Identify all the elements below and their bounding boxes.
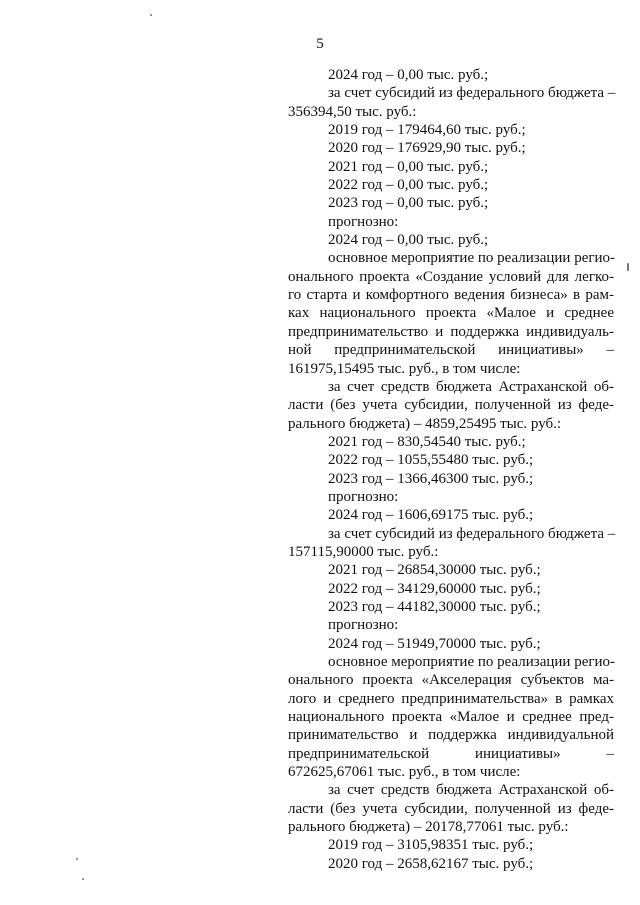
- text-line: за счет субсидий из федерального бюджета –: [328, 85, 616, 102]
- text-line: 157115,90000 тыс. руб.:: [288, 543, 439, 560]
- text-line: за счет средств бюджета Астраханской об-: [328, 782, 614, 799]
- text-line: ной предпринимательской инициативы» –: [288, 342, 614, 359]
- text-line: рального бюджета) – 4859,25495 тыс. руб.:: [288, 415, 562, 432]
- scan-speck: [82, 878, 84, 880]
- text-line: 672625,67061 тыс. руб., в том числе:: [288, 764, 521, 781]
- text-line: 2024 год – 51949,70000 тыс. руб.;: [328, 635, 541, 652]
- text-line: 2023 год – 1366,46300 тыс. руб.;: [328, 470, 534, 487]
- text-line: 356394,50 тыс. руб.:: [288, 103, 417, 120]
- text-line: ласти (без учета субсидии, полученной из феде-: [288, 800, 614, 817]
- text-line: 2021 год – 830,54540 тыс. руб.;: [328, 433, 526, 450]
- text-line: 2024 год – 1606,69175 тыс. руб.;: [328, 507, 534, 524]
- text-line: 2019 год – 179464,60 тыс. руб.;: [328, 122, 526, 139]
- text-line: 2020 год – 2658,62167 тыс. руб.;: [328, 855, 534, 872]
- text-line: 2019 год – 3105,98351 тыс. руб.;: [328, 837, 534, 854]
- text-line: онального проекта «Создание условий для легко-: [288, 268, 614, 285]
- text-line: принимательство и поддержка индивидуальной: [288, 727, 614, 744]
- text-line: предпринимательской инициативы» –: [288, 745, 614, 762]
- text-line: основное мероприятие по реализации регио-: [328, 250, 616, 267]
- text-line: 2020 год – 176929,90 тыс. руб.;: [328, 140, 526, 157]
- document-body: [288, 66, 614, 873]
- text-line: ках национального проекта «Малое и среднее: [288, 305, 614, 322]
- scan-speck: [76, 858, 78, 860]
- scan-speck: [627, 263, 629, 271]
- text-line: 2024 год – 0,00 тыс. руб.;: [328, 232, 489, 249]
- text-line: 2023 год – 0,00 тыс. руб.;: [328, 195, 489, 212]
- page-number: 5: [316, 36, 324, 52]
- text-line: за счет средств бюджета Астраханской об-: [328, 378, 614, 395]
- text-line: прогнозно:: [328, 213, 399, 230]
- text-line: прогнозно:: [328, 617, 399, 634]
- text-line: 161975,15495 тыс. руб., в том числе:: [288, 360, 521, 377]
- text-line: основное мероприятие по реализации регио-: [328, 654, 616, 670]
- text-line: рального бюджета) – 20178,77061 тыс. руб.:: [288, 819, 569, 836]
- text-line: 2021 год – 0,00 тыс. руб.;: [328, 158, 489, 175]
- scan-speck: [150, 14, 152, 16]
- text-line: лого и среднего предпринимательства» в рамках: [288, 690, 614, 707]
- text-line: 2021 год – 26854,30000 тыс. руб.;: [328, 562, 541, 579]
- text-line: 2022 год – 1055,55480 тыс. руб.;: [328, 452, 534, 469]
- text-line: предпринимательство и поддержка индивидуаль-: [288, 323, 614, 340]
- text-line: 2024 год – 0,00 тыс. руб.;: [328, 67, 489, 83]
- text-line: 2023 год – 44182,30000 тыс. руб.;: [328, 598, 541, 615]
- text-line: 2022 год – 0,00 тыс. руб.;: [328, 177, 489, 194]
- text-line: за счет субсидий из федерального бюджета –: [328, 525, 616, 542]
- text-line: прогнозно:: [328, 488, 399, 505]
- text-line: го старта и комфортного ведения бизнеса» в рам-: [288, 287, 614, 304]
- text-line: 2022 год – 34129,60000 тыс. руб.;: [328, 580, 541, 597]
- text-line: ласти (без учета субсидии, полученной из феде-: [288, 397, 614, 414]
- text-line: национального проекта «Малое и среднее пред-: [288, 709, 614, 726]
- text-line: онального проекта «Акселерация субъектов ма-: [288, 672, 614, 689]
